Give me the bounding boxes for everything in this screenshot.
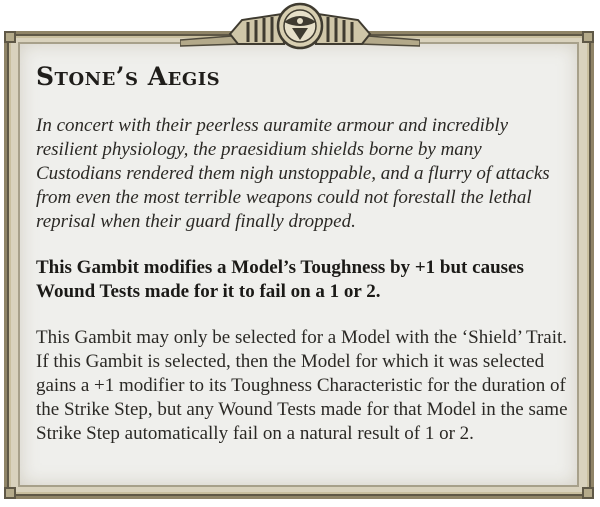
gambit-summary: This Gambit modifies a Model’s Toughness by +1 but causes Wound Tests made for it to fail on a 1 or 2.: [36, 257, 524, 302]
frame-corner-ornament: [582, 487, 594, 499]
frame-corner-ornament: [4, 487, 16, 499]
flavour-text: In concert with their peerless auramite armour and incredibly resilient physiology, the praesidium shields borne by many Custodians rendered them nigh unstoppable, and a flurry of attacks from even the most terrible weapons could not forestall the lethal reprisal when their guard finally dropped.: [36, 115, 550, 232]
frame-corner-ornament: [4, 31, 16, 43]
aquila-eye-crest-icon: [180, 0, 420, 52]
gambit-title: Stone’s Aegis: [36, 62, 221, 91]
gambit-rules-text: This Gambit may only be selected for a Model with the ‘Shield’ Trait. If this Gambit is selected, then the Model for which it was selected gains a +1 modifier to its Toughness Characteristic for the duration of the Strike Step, but any Wound Tests made for that Model in the same Strike Step automatically fail on a natural result of 1 or 2.: [36, 327, 568, 444]
frame-corner-ornament: [582, 31, 594, 43]
